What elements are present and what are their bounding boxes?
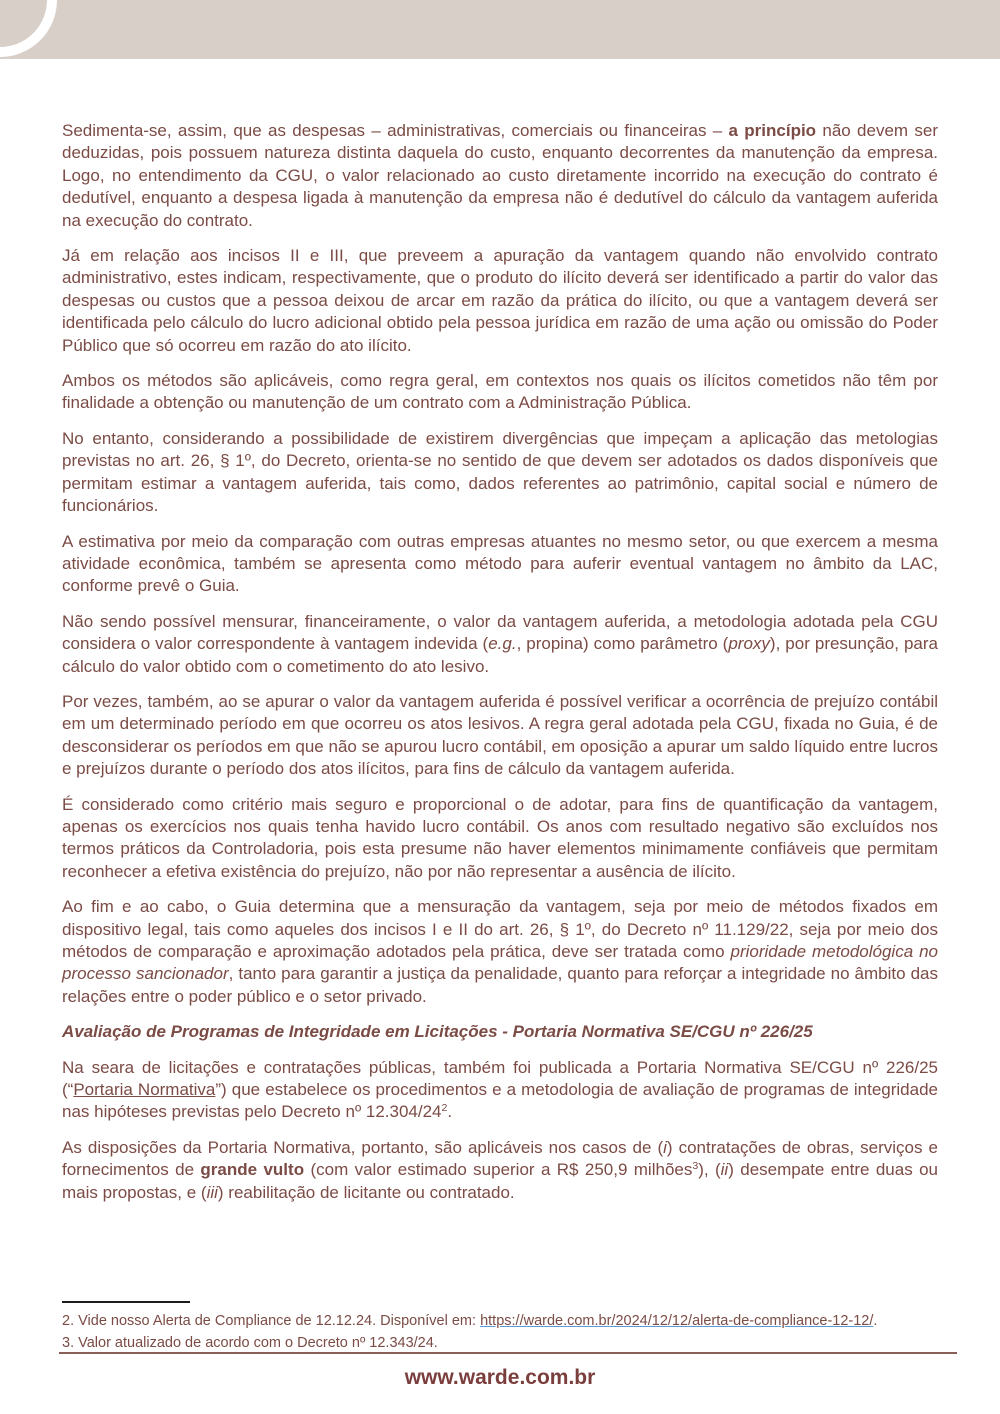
- text-run: .: [873, 1313, 878, 1329]
- paragraph: [62, 794, 938, 884]
- text-run: A estimativa por meio da comparação com outras empresas atuantes no mesmo setor, ou que exercem a mesma atividade econômica, também se apresenta como método para auferir eventual vantagem no âmbito da LAC, conforme prevê o Guia.: [62, 531, 938, 596]
- text-run: ), (: [698, 1160, 721, 1180]
- quarter-circle-arc-icon: [0, 0, 130, 59]
- page-footer: [0, 1366, 1000, 1390]
- text-run: ) reabilitação de licitante ou contratado.: [217, 1182, 515, 1202]
- paragraph: [62, 1057, 938, 1124]
- paragraph: [62, 611, 938, 678]
- paragraph: [62, 1137, 938, 1204]
- document-body: [62, 120, 938, 1217]
- text-run-i: i: [663, 1137, 667, 1157]
- text-run: ) contratações de obras, serviços e fornecimentos de: [62, 1137, 938, 1180]
- paragraph: [62, 120, 938, 232]
- text-run: Ao fim e ao cabo, o Guia determina que a mensuração da vantagem, seja por meio de métodos fixados em dispositivo legal, tais como aqueles dos incisos I e II do art. 26, § 1º, do Decreto nº 11.129/22, seja por meio dos métodos de comparação e aproximação adotados pela prática, deve ser tratada como: [62, 897, 938, 961]
- text-run: , propina) como parâmetro (: [516, 634, 729, 654]
- text-run: não devem ser deduzidas, pois possuem natureza distinta daquela do custo, enquanto decorrentes da manutenção da empresa. Logo, no entendimento da CGU, o valor relacionado ao custo diretamente incorrido na execução do contrato é dedutível, enquanto a despesa ligada à manutenção da empresa não é dedutível do cálculo da vantagem auferida na execução do contrato.: [62, 121, 938, 230]
- text-run-i: iii: [206, 1182, 218, 1202]
- footnote-list: [62, 1310, 938, 1354]
- text-run-i: e.g.: [488, 634, 517, 654]
- paragraph: [62, 245, 938, 357]
- text-run-sup: 3: [692, 1160, 699, 1173]
- footer-divider: [59, 1352, 957, 1354]
- paragraph: [62, 428, 938, 518]
- text-run: ”) que estabelece os procedimentos e a metodologia de avaliação de programas de integridade nas hipóteses previstas pelo Decreto nº 12.304/24: [62, 1080, 939, 1122]
- text-run-i: ii: [720, 1160, 729, 1180]
- text-run: (com valor estimado superior a R$ 250,9 milhões: [304, 1160, 693, 1180]
- text-run: Ambos os métodos são aplicáveis, como regra geral, em contextos nos quais os ilícitos cometidos não têm por finalidade a obtenção ou manutenção de um contrato com a Administração Pública.: [62, 371, 938, 413]
- text-run: ) desempate entre duas ou mais propostas, e (: [62, 1160, 938, 1202]
- text-run: .: [447, 1102, 453, 1122]
- website-link[interactable]: www.warde.com.br: [404, 1366, 596, 1389]
- header-bar: [0, 0, 1000, 59]
- text-run: 3. Valor atualizado de acordo com o Decreto nº 12.343/24.: [62, 1335, 438, 1351]
- paragraph: [62, 691, 938, 781]
- footnotes-section: [62, 1301, 938, 1354]
- text-run-b: a princípio: [728, 121, 817, 140]
- text-run: No entanto, considerando a possibilidade de existirem divergências que impeçam a aplicação das metologias previstas no art. 26, § 1º, do Decreto, orienta-se no sentido de que devem ser adotados os dados disponíveis que permitam estimar a vantagem auferida, tais como, dados referentes ao patrimônio, capital social e número de funcionários.: [62, 428, 938, 516]
- footnote: [62, 1310, 938, 1332]
- footnote: [62, 1332, 938, 1354]
- paragraph: [62, 896, 938, 1008]
- text-run: É considerado como critério mais seguro e proporcional o de adotar, para fins de quantificação da vantagem, apenas os exercícios nos quais tenha havido lucro contábil. Os anos com resultado negativo são excluídos nos termos práticos da Controladoria, pois esta presume não haver elementos minimamente confiáveis que permitam reconhecer a efetiva existência do prejuízo, não por não representar a ausência de ilícito.: [62, 794, 938, 881]
- text-run-b: grande vulto: [200, 1160, 305, 1180]
- text-run: Na seara de licitações e contratações públicas, também foi publicada a Portaria Normativa SE/CGU nº 226/25 (“: [62, 1057, 938, 1100]
- text-run: , tanto para garantir a justiça da penalidade, quanto para reforçar a integridade no âmbito das relações entre o poder público e o setor privado.: [62, 964, 938, 1006]
- text-run: Não sendo possível mensurar, financeiramente, o valor da vantagem auferida, a metodologia adotada pela CGU considera o valor correspondente à vantagem indevida (: [62, 611, 938, 654]
- section-heading: [62, 1021, 938, 1043]
- paragraph: [62, 531, 938, 598]
- text-run: Sedimenta-se, assim, que as despesas – administrativas, comerciais ou financeiras –: [62, 121, 729, 140]
- text-run: Avaliação de Programas de Integridade em Licitações - Portaria Normativa SE/CGU nº 226/25: [62, 1022, 813, 1042]
- footnote-separator-rule: [62, 1301, 190, 1303]
- text-run-u: Portaria Normativa: [73, 1080, 216, 1100]
- text-run: As disposições da Portaria Normativa, portanto, são aplicáveis nos casos de (: [62, 1137, 664, 1157]
- text-run: ), por presunção, para cálculo do valor obtido com o cometimento do ato lesivo.: [62, 634, 938, 676]
- text-run: Por vezes, também, ao se apurar o valor da vantagem auferida é possível verificar a ocorrência de prejuízo contábil em um determinado período em que ocorreu os atos lesivos. A regra geral adotada pela CGU, fixada no Guia, é de desconsiderar os períodos em que não se apurou lucro contábil, em oposição a apurar um saldo líquido entre lucros e prejuízos durante o período dos atos ilícitos, para fins de cálculo da vantagem auferida.: [62, 691, 939, 779]
- text-run: Já em relação aos incisos II e III, que preveem a apuração da vantagem quando não envolvido contrato administrativo, estes indicam, respectivamente, que o produto do ilícito deverá ser identificado a partir do valor das despesas ou custos que a pessoa deixou de arcar em razão da prática do ilícito, ou que a vantagem deverá ser identificada pelo cálculo do lucro adicional obtido pela pessoa jurídica em razão de uma ação ou omissão do Poder Público que só ocorreu em razão do ato ilícito.: [62, 246, 938, 355]
- text-run: 2. Vide nosso Alerta de Compliance de 12.12.24. Disponível em:: [62, 1313, 481, 1329]
- footnote-url-link[interactable]: https://warde.com.br/2024/12/12/alerta-de-compliance-12-12/: [480, 1313, 874, 1329]
- text-run-i: proxy: [728, 634, 770, 654]
- paragraph: [62, 370, 938, 415]
- text-run-sup: 2: [441, 1102, 448, 1115]
- text-run-i: prioridade metodológica no processo sancionador: [62, 942, 938, 984]
